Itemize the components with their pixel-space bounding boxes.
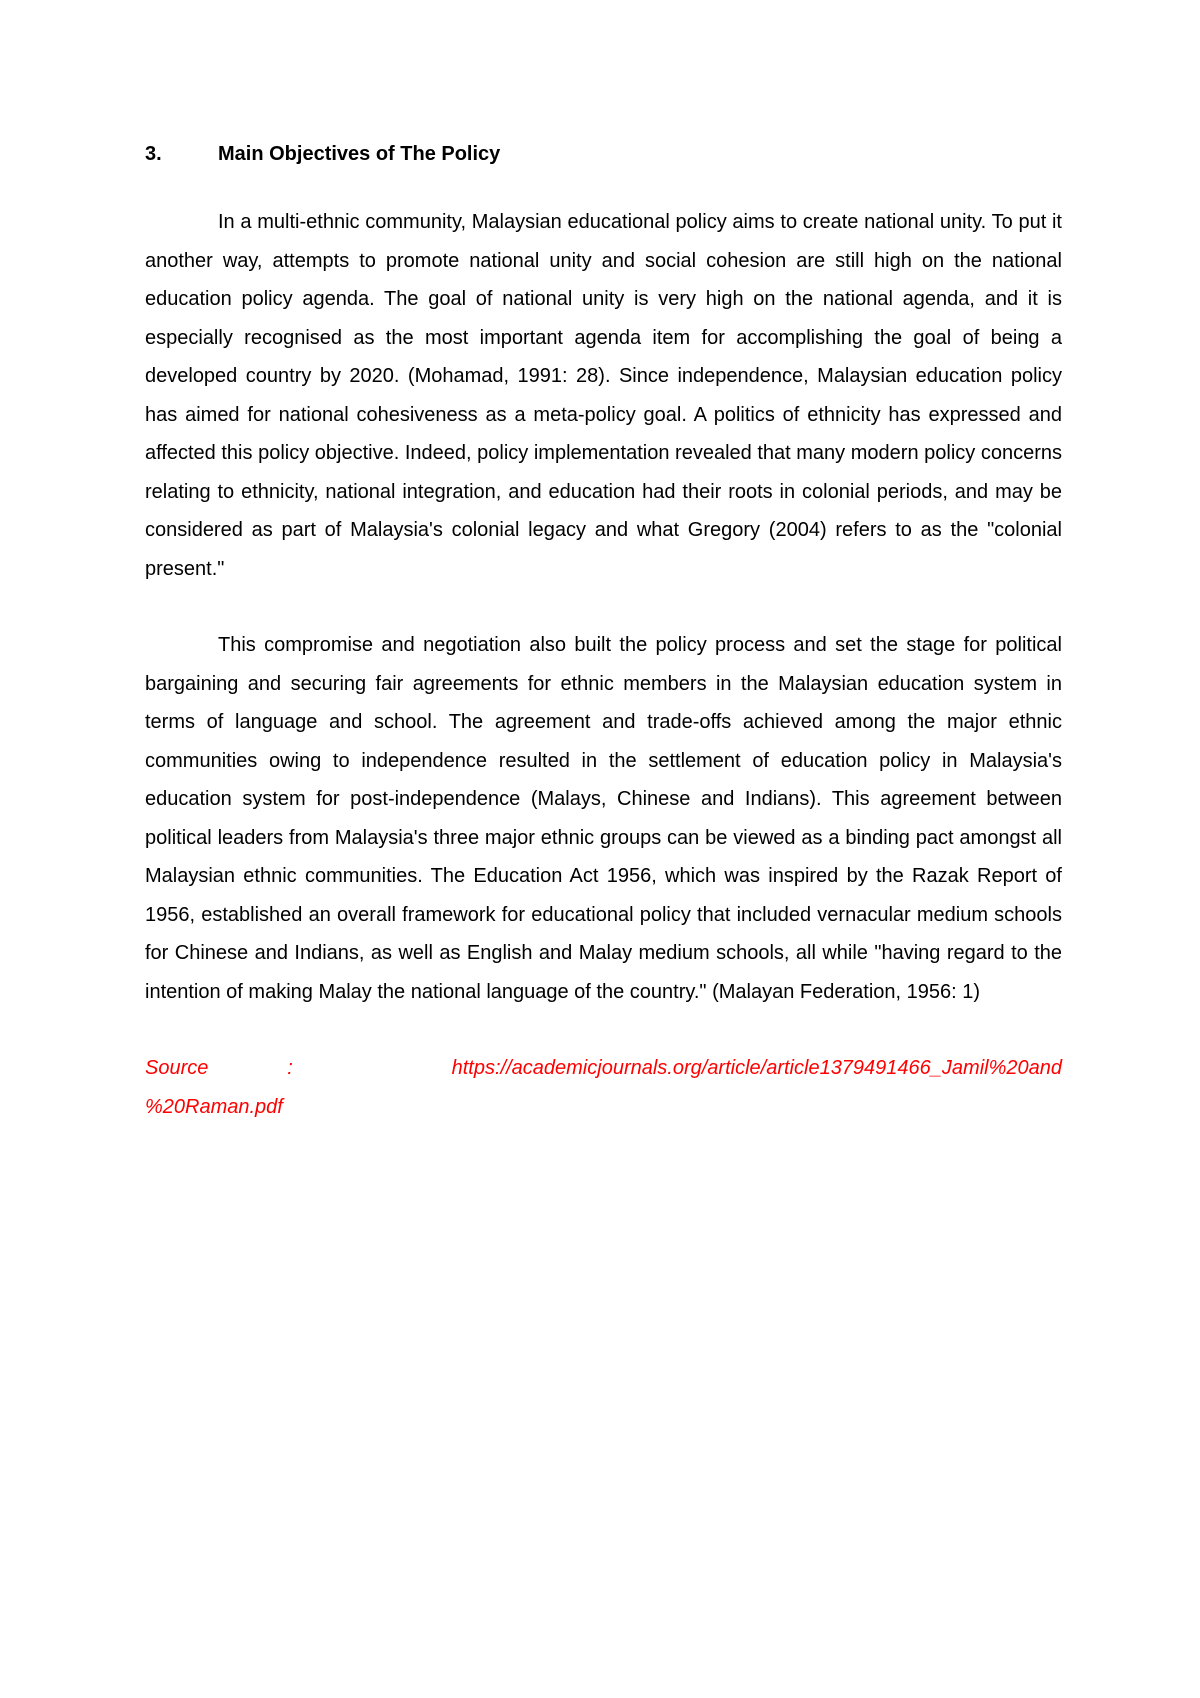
source-link-continuation[interactable]: %20Raman.pdf xyxy=(145,1095,283,1118)
section-title: Main Objectives of The Policy xyxy=(218,143,501,165)
section-number: 3. xyxy=(145,143,162,165)
document-page xyxy=(145,140,1062,1126)
section-heading xyxy=(145,140,1062,168)
source-citation xyxy=(145,1049,1062,1126)
paragraph-2: This compromise and negotiation also built the policy process and set the stage for political bargaining and securing fair agreements for ethnic members in the Malaysian education system in terms of language and school. The agreement and trade-offs achieved among the major ethnic communities owing to independence resulted in the settlement of education policy in Malaysia's education system for post-independence (Malays, Chinese and Indians). This agreement between political leaders from Malaysia's three major ethnic groups can be viewed as a binding pact amongst all Malaysian ethnic communities. The Education Act 1956, which was inspired by the Razak Report of 1956, established an overall framework for educational policy that included vernacular medium schools for Chinese and Indians, as well as English and Malay medium schools, all while "having regard to the intention of making Malay the national language of the country." (Malayan Federation, 1956: 1) xyxy=(145,634,1062,1003)
source-label: Source xyxy=(145,1057,209,1079)
paragraph-1: In a multi-ethnic community, Malaysian educational policy aims to create national unity. To put it another way, attempts to promote national unity and social cohesion are still high on the national education policy agenda. The goal of national unity is very high on the national agenda, and it is especially recognised as the most important agenda item for accomplishing the goal of being a developed country by 2020. (Mohamad, 1991: 28). Since independence, Malaysian education policy has aimed for national cohesiveness as a meta-policy goal. A politics of ethnicity has expressed and affected this policy objective. Indeed, policy implementation revealed that many modern policy concerns relating to ethnicity, national integration, and education had their roots in colonial periods, and may be considered as part of Malaysia's colonial legacy and what Gregory (2004) refers to as the "colonial present." xyxy=(145,211,1062,580)
source-link[interactable]: https://academicjournals.org/article/article1379491466_Jamil%20and xyxy=(451,1057,1062,1079)
source-separator: : xyxy=(287,1057,293,1079)
